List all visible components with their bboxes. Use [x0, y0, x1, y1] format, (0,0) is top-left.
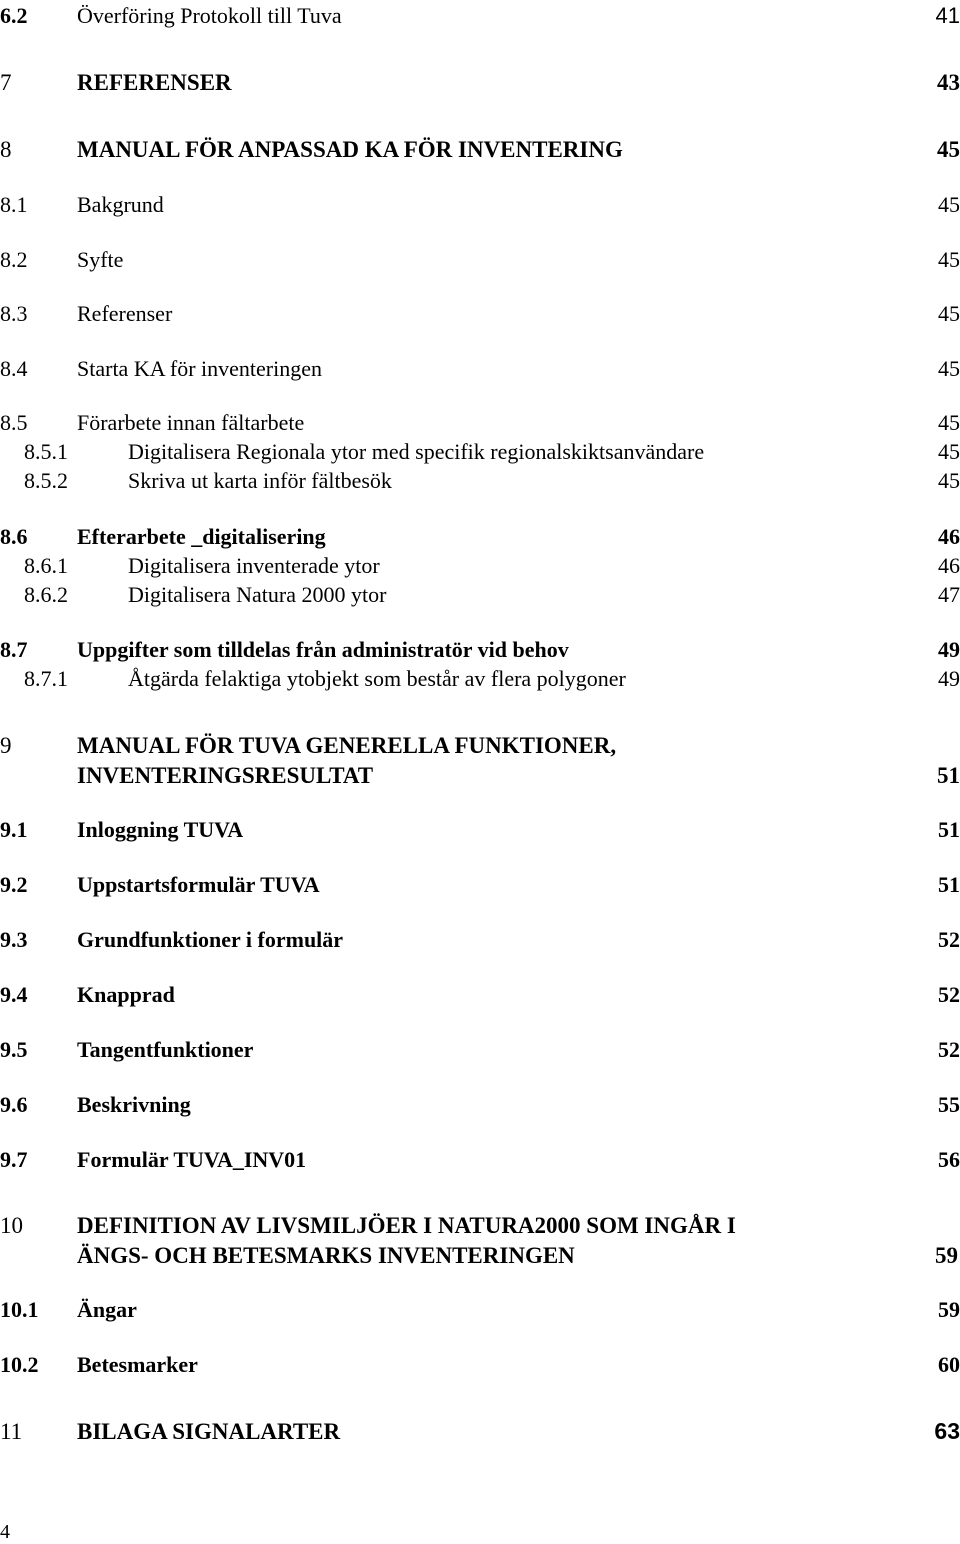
toc-entry-number: 10.2: [0, 1352, 39, 1377]
toc-entry-number: 8.7: [0, 637, 28, 662]
toc-entry-number: 6.2: [0, 3, 28, 28]
toc-entry-title: Formulär TUVA_INV01: [77, 1147, 307, 1172]
toc-entry-page: 51: [938, 817, 960, 842]
toc-entry-title: Uppgifter som tilldelas från administratör vid behov: [77, 637, 569, 662]
toc-entry-number: 9.5: [0, 1037, 28, 1062]
toc-entry-title-line2: ÄNGS- OCH BETESMARKS INVENTERINGEN: [77, 1243, 575, 1268]
toc-entry-number: 8.2: [0, 247, 28, 272]
toc-entry-number: 8.6: [0, 524, 28, 549]
toc-entry-title: Starta KA för inventeringen: [77, 356, 322, 381]
toc-entry-page: 51: [938, 872, 960, 897]
toc-entry-number: 8.5.2: [24, 468, 68, 493]
toc-entry-title: Grundfunktioner i formulär: [77, 927, 344, 952]
toc-entry-number: 10: [0, 1213, 23, 1238]
page-number: 4: [0, 1521, 10, 1543]
toc-entry-title: MANUAL FÖR ANPASSAD KA FÖR INVENTERING: [77, 137, 623, 162]
toc-entry-title: Skriva ut karta inför fältbesök: [128, 468, 392, 493]
toc-entry-page: 51: [937, 763, 960, 788]
toc-entry-page: 45: [938, 468, 960, 493]
toc-entry-number: 11: [0, 1419, 23, 1444]
toc-entry-page: 59: [938, 1297, 960, 1322]
toc-entry[interactable]: [0, 731, 960, 791]
toc-entry-page: 47: [938, 582, 960, 607]
toc-entry-title: REFERENSER: [77, 70, 232, 95]
toc-entry-page: 45: [938, 410, 960, 435]
toc-entry-title: Digitalisera inventerade ytor: [128, 553, 380, 578]
toc-entry-number: 8.6.1: [24, 553, 68, 578]
toc-entry-page: 43: [937, 70, 960, 95]
toc-entry-title: Syfte: [77, 247, 124, 272]
toc-entry-page: 45: [938, 192, 960, 217]
toc-entry-page: 45: [938, 356, 960, 381]
toc-entry-number: 8.7.1: [24, 666, 68, 691]
toc-entry-title: Referenser: [77, 301, 173, 326]
toc-entry-number: 8.3: [0, 301, 28, 326]
toc-entry-title: Digitalisera Regionala ytor med specifik regionalskiktsanvändare: [128, 439, 705, 464]
toc-entry-number: 9.3: [0, 927, 28, 952]
toc-entry-title: Beskrivning: [77, 1092, 191, 1117]
toc-entry-page: 52: [938, 927, 960, 952]
toc-entry-title: Inloggning TUVA: [77, 817, 244, 842]
toc-entry-title: Bakgrund: [77, 192, 164, 217]
toc-entry-title: Ängar: [77, 1297, 137, 1322]
toc-entry-page: 45: [938, 439, 960, 464]
toc-entry-number: 9.1: [0, 817, 28, 842]
toc-entry-page: 56: [938, 1147, 960, 1172]
toc-entry-page: 59: [935, 1243, 958, 1268]
toc-entry-number: 10.1: [0, 1297, 39, 1322]
toc-entry-page: 46: [938, 553, 960, 578]
toc-entry-title: Förarbete innan fältarbete: [77, 410, 305, 435]
toc-entry-title: Digitalisera Natura 2000 ytor: [128, 582, 387, 607]
toc-entry-title: Åtgärda felaktiga ytobjekt som består av flera polygoner: [128, 666, 626, 691]
toc-entry-page: 52: [938, 1037, 960, 1062]
toc-entry-number: 8.4: [0, 356, 28, 381]
toc-entry-page: 45: [938, 301, 960, 326]
toc-entry-number: 8.6.2: [24, 582, 68, 607]
toc-entry-title: BILAGA SIGNALARTER: [77, 1419, 341, 1444]
toc-entry-number: 9.6: [0, 1092, 28, 1117]
toc-entry-page: 49: [938, 637, 960, 662]
toc-entry-page: 46: [938, 524, 960, 549]
toc-entry-page: 45: [938, 247, 960, 272]
toc-entry-page: 41: [935, 3, 960, 28]
toc-entry[interactable]: [0, 1211, 960, 1271]
toc-entry-page: 49: [938, 666, 960, 691]
toc-entry-page: 63: [934, 1418, 960, 1444]
toc-entry-number: 9.7: [0, 1147, 28, 1172]
toc-entry-page: 60: [938, 1352, 960, 1377]
toc-entry-title: MANUAL FÖR TUVA GENERELLA FUNKTIONER,: [77, 733, 617, 758]
toc-entry-number: 8.1: [0, 192, 28, 217]
toc-entry-number: 9: [0, 733, 12, 758]
toc-entry-title: DEFINITION AV LIVSMILJÖER I NATURA2000 SOM INGÅR I: [77, 1213, 736, 1238]
toc-entry-title-line2: INVENTERINGSRESULTAT: [77, 763, 374, 788]
toc-entry-number: 9.2: [0, 872, 28, 897]
toc-entry-number: 8.5: [0, 410, 28, 435]
toc-entry-title: Överföring Protokoll till Tuva: [77, 3, 342, 28]
toc-entry-page: 45: [937, 137, 960, 162]
toc-entry-title: Knapprad: [77, 982, 175, 1007]
toc-entry-title: Betesmarker: [77, 1352, 198, 1377]
toc-entry-number: 9.4: [0, 982, 28, 1007]
toc-entry-number: 8.5.1: [24, 439, 68, 464]
toc-entry-title: Efterarbete _digitalisering: [77, 524, 326, 549]
toc-entry-number: 7: [0, 70, 12, 95]
toc-entry-title: Uppstartsformulär TUVA: [77, 872, 320, 897]
toc-entry-page: 55: [938, 1092, 960, 1117]
toc-entry-title: Tangentfunktioner: [77, 1037, 254, 1062]
toc-entry-number: 8: [0, 137, 12, 162]
toc-entry-page: 52: [938, 982, 960, 1007]
